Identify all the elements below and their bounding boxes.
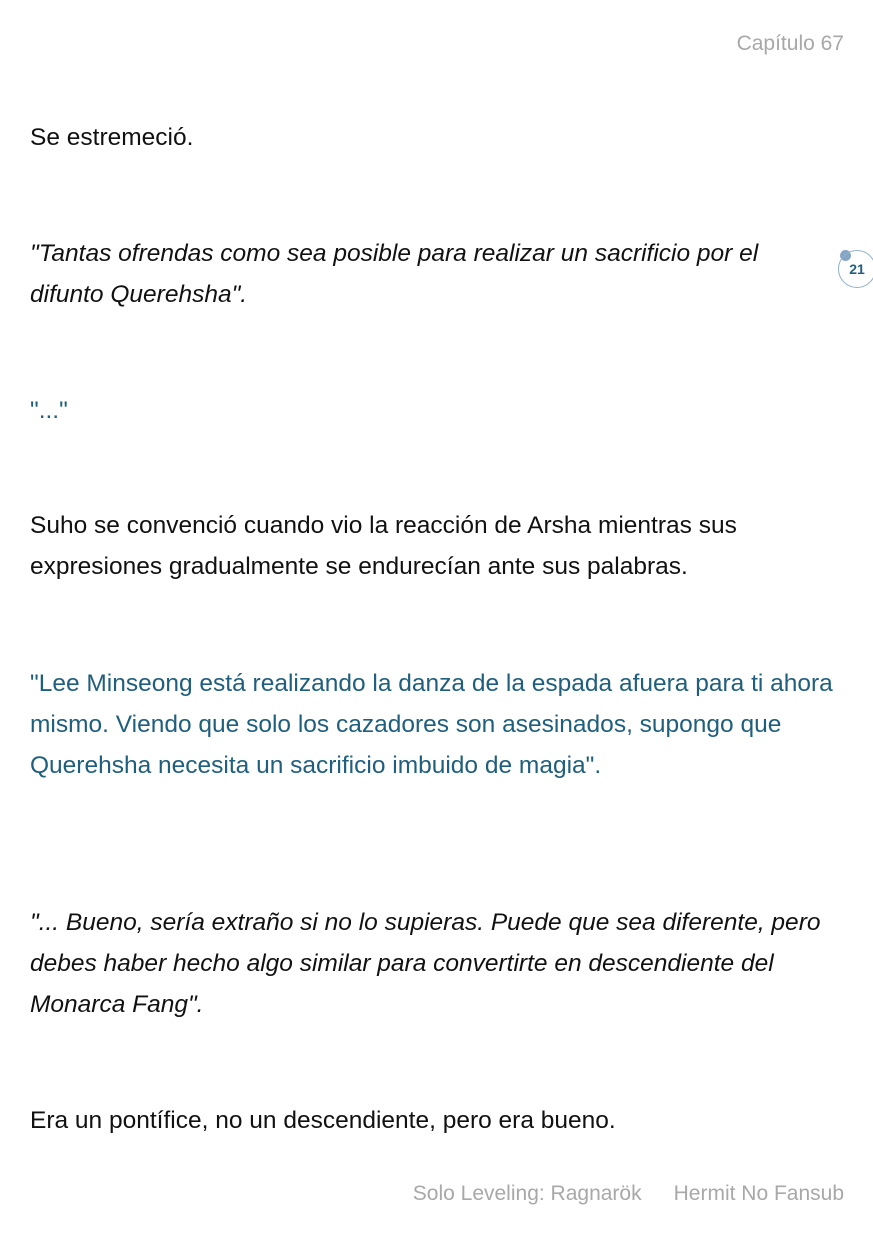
paragraph-italic-quote: "Tantas ofrendas como sea posible para realizar un sacrificio por el difunto Querehsha". [30, 240, 759, 308]
footer [413, 1182, 844, 1206]
chapter-label: Capítulo 67 [736, 32, 844, 55]
paragraph-dialogue: "Lee Minseong está realizando la danza de la espada afuera para ti ahora mismo. Viendo que solo los cazadores son asesinados, supongo que Querehsha necesita un sacrificio imbuido de magia". [30, 670, 833, 779]
comment-count-badge[interactable]: 21 [838, 250, 873, 288]
translator-credit: Hermit No Fansub [673, 1182, 844, 1205]
book-title: Solo Leveling: Ragnarök [412, 1182, 642, 1205]
paragraph: Suho se convenció cuando vio la reacción de Arsha mientras sus expresiones gradualmente se endurecían ante sus palabras. [30, 512, 737, 580]
paragraph-italic-quote: "... Bueno, sería extraño si no lo supieras. Puede que sea diferente, pero debes haber hecho algo similar para convertirte en descendiente del Monarca Fang". [30, 909, 821, 1018]
paragraph-dialogue: "..." [30, 397, 68, 424]
paragraph: Se estremeció. [30, 124, 194, 151]
paragraph: Era un pontífice, no un descendiente, pero era bueno. [30, 1107, 616, 1134]
